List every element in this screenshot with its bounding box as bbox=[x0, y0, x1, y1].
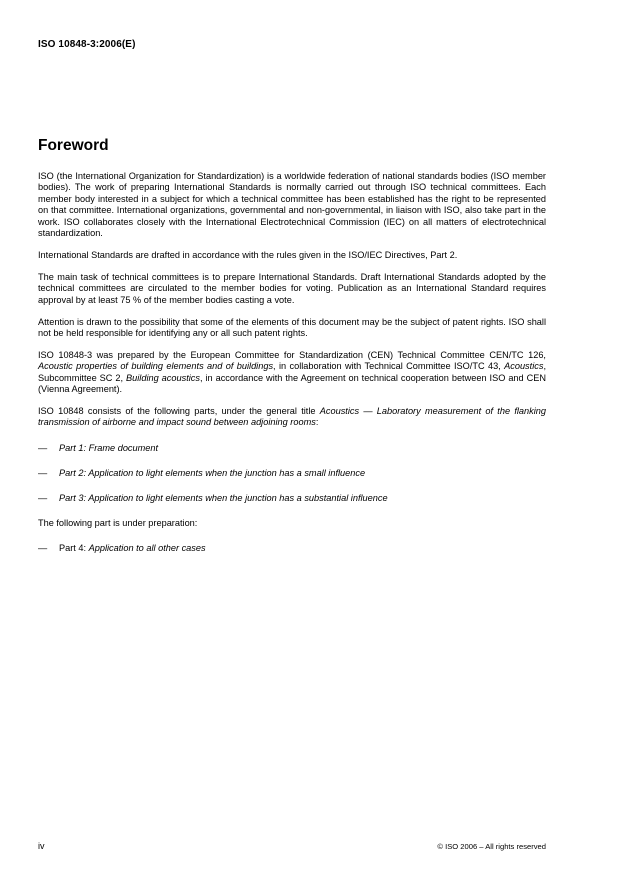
preparation-text-a: ISO 10848-3 was prepared by the European Committee for Standardization (CEN) Technical Committee CEN/TC 126, bbox=[38, 349, 546, 360]
preparation-text-g: , in accordance with the Agreement on technical cooperation between ISO and CEN (Vienna Agreement). bbox=[38, 372, 546, 395]
list-item bbox=[38, 493, 546, 504]
paragraph-under-preparation: The following part is under preparation: bbox=[38, 517, 198, 528]
document-id-header: ISO 10848-3:2006(E) bbox=[38, 39, 136, 50]
preparation-committee-title: Acoustic properties of building elements and of buildings bbox=[38, 361, 274, 372]
paragraph-directives: International Standards are drafted in accordance with the rules given in the ISO/IEC Directives, Part 2. bbox=[38, 249, 458, 260]
paragraph-patents: Attention is drawn to the possibility that some of the elements of this document may be the subject of patent rights. ISO shall not be held responsible for identifying any or all such patent rights. bbox=[38, 316, 546, 338]
list-item bbox=[38, 443, 546, 454]
dash-bullet: — bbox=[38, 492, 48, 503]
list-item bbox=[38, 543, 546, 554]
copyright-notice: © ISO 2006 – All rights reserved bbox=[437, 842, 546, 851]
parts-intro-text-c: : bbox=[315, 417, 319, 428]
foreword-body bbox=[38, 171, 546, 568]
dash-bullet: — bbox=[38, 467, 48, 478]
paragraph-parts-intro bbox=[38, 406, 546, 429]
parts-general-title: Acoustics — Laboratory measurement of the flanking transmission of airborne and impact sound between adjoining rooms bbox=[38, 406, 546, 428]
dash-bullet: — bbox=[38, 442, 48, 453]
part-3-label: Part 3: Application to light elements when the junction has a substantial influence bbox=[59, 492, 388, 503]
parts-intro-text-a: ISO 10848 consists of the following parts, under the general title bbox=[38, 406, 320, 416]
part-4-title: Application to all other cases bbox=[88, 542, 206, 553]
list-item bbox=[38, 468, 546, 479]
preparation-text-c: , in collaboration with Technical Committee ISO/TC 43, bbox=[273, 361, 505, 372]
paragraph-preparation bbox=[38, 350, 546, 396]
part-1-label: Part 1: Frame document bbox=[59, 442, 159, 453]
preparation-building-acoustics: Building acoustics bbox=[126, 372, 200, 383]
page-title: Foreword bbox=[38, 137, 109, 154]
preparation-acoustics: Acoustics bbox=[504, 361, 544, 372]
page-number: iv bbox=[38, 841, 45, 851]
dash-bullet: — bbox=[38, 542, 48, 553]
preparation-text-e: , Subcommittee SC 2, bbox=[38, 361, 546, 383]
part-4-label bbox=[59, 543, 206, 554]
paragraph-committees: The main task of technical committees is to prepare International Standards. Draft International Standards adopted by the technical committees are circulated to the member bodies for voting. Publication as an International Standard requires approval by at least 75 % of the member bodies casting a vote. bbox=[38, 271, 546, 305]
paragraph-iso-intro: ISO (the International Organization for Standardization) is a worldwide federation of national standards bodies (ISO member bodies). The work of preparing International Standards is normally carried out through ISO technical committees. Each member body interested in a subject for which a technical committee has been established has the right to be represented on that committee. International organizations, governmental and non-governmental, in liaison with ISO, also take part in the work. ISO collaborates closely with the International Electrotechnical Commission (IEC) on all matters of electrotechnical standardization. bbox=[38, 171, 546, 239]
part-2-label: Part 2: Application to light elements when the junction has a small influence bbox=[59, 467, 366, 478]
part-4-prefix: Part 4: bbox=[59, 542, 89, 553]
